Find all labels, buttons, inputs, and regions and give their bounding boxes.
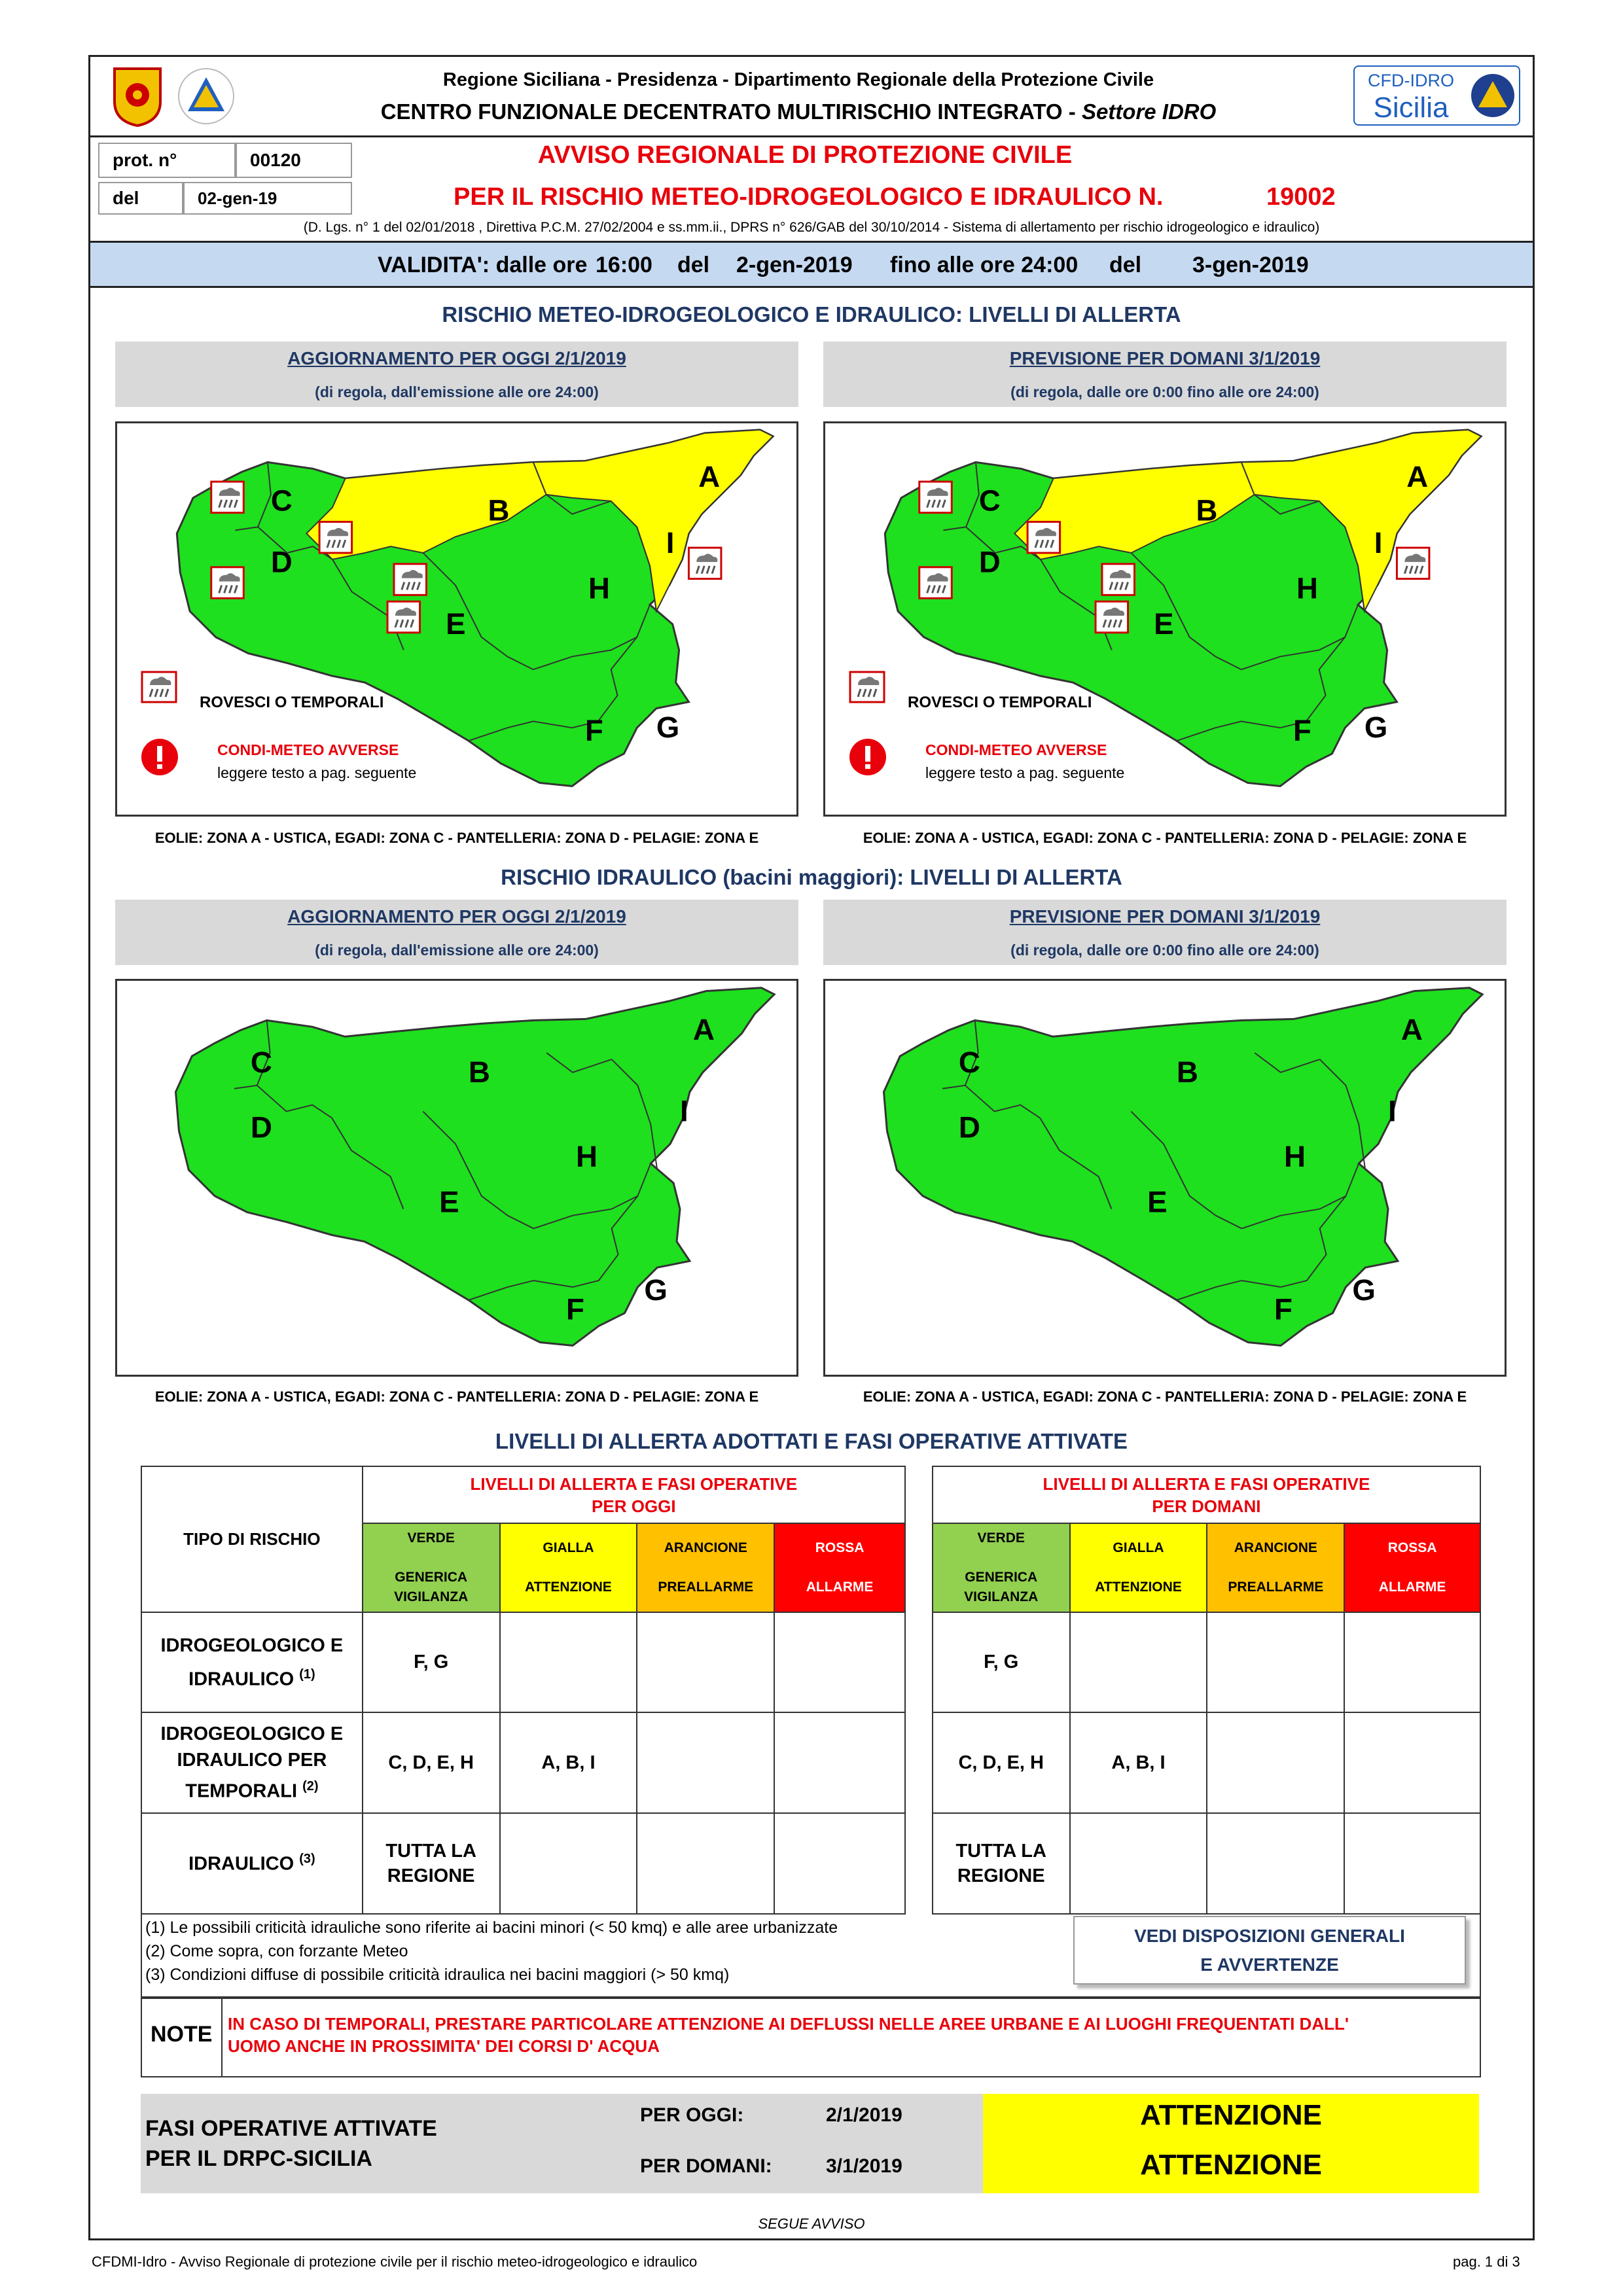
zone-label-E: E [1147, 1185, 1168, 1219]
level-arancione: ARANCIONE PREALLARME [1207, 1523, 1344, 1612]
section1-tomorrow-header: PREVISIONE PER DOMANI 3/1/2019 (di regola, dalle ore 0:00 fino alle ore 24:00) [823, 342, 1507, 407]
level-rossa: ROSSA ALLARME [1344, 1523, 1480, 1612]
sicily-island [177, 430, 773, 786]
cell [1344, 1712, 1480, 1813]
tipo-header: TIPO DI RISCHIO [141, 1466, 363, 1612]
validity-to-date: 3-gen-2019 [1192, 253, 1309, 277]
validity-from-date: 2-gen-2019 [736, 253, 853, 277]
table-row [141, 1813, 1480, 1914]
zone-label-G: G [656, 711, 680, 745]
zone-label-C: C [978, 484, 1001, 518]
fasi-domani-label: PER DOMANI: [640, 2155, 772, 2177]
footer-left: CFDMI-Idro - Avviso Regionale di protezione civile per il rischio meteo-idrogeologico e idraulico [92, 2253, 698, 2270]
prot-value: 00120 [236, 143, 352, 178]
storm-icon [211, 567, 244, 599]
sicily-island [885, 430, 1481, 786]
sicily-map-svg [117, 981, 796, 1375]
validity-from-time: 16:00 [596, 253, 652, 277]
oggi-header: LIVELLI DI ALLERTA E FASI OPERATIVE PER OGGI [363, 1466, 905, 1523]
zone-label-G: G [1352, 1273, 1376, 1307]
section2-today-caption: EOLIE: ZONA A - USTICA, EGADI: ZONA C - PANTELLERIA: ZONA D - PELAGIE: ZONA E [154, 1388, 759, 1405]
validity-del2: del [1109, 253, 1142, 277]
table-row [141, 1712, 1480, 1813]
warning-legend-title: CONDI-METEO AVVERSE [217, 741, 399, 758]
fasi-domani-date: 3/1/2019 [826, 2155, 902, 2177]
zone-label-D: D [958, 1110, 980, 1144]
storm-icon [319, 521, 352, 553]
zone-label-A: A [1400, 1013, 1423, 1047]
section2-tomorrow-header: PREVISIONE PER DOMANI 3/1/2019 (di regola, dalle ore 0:00 fino alle ore 24:00) [823, 900, 1507, 965]
zone-label-H: H [1283, 1140, 1306, 1174]
storm-legend-icon [141, 671, 177, 707]
sicily-island [883, 988, 1482, 1346]
cell [637, 1612, 774, 1713]
del-value: 02-gen-19 [183, 182, 352, 215]
cell [500, 1813, 637, 1914]
zone-label-H: H [1296, 571, 1318, 605]
zone-label-A: A [692, 1013, 715, 1047]
fasi-domani-status: ATTENZIONE [1140, 2149, 1322, 2181]
row-name: IDROGEOLOGICO E IDRAULICO $^{(1)}$ [141, 1612, 363, 1713]
cell [1070, 1612, 1207, 1713]
divider [88, 135, 1535, 137]
level-gialla: GIALLA ATTENZIONE [500, 1523, 637, 1612]
note-text: IN CASO DI TEMPORALI, PRESTARE PARTICOLARE ATTENZIONE AI DEFLUSSI NELLE AREE URBANE E AI LUOGHI FREQUENTATI DALL' UOMO ANCHE IN PROSSIMITA' DEI CORSI D' ACQUA [228, 2014, 1349, 2056]
zone-label-B: B [488, 493, 510, 527]
level-verde: VERDE GENERICA VIGILANZA [933, 1523, 1070, 1612]
cell: F, G [363, 1612, 500, 1713]
zone-label-I: I [680, 1094, 688, 1128]
zone-label-F: F [585, 714, 603, 748]
warning-legend-title: CONDI-METEO AVVERSE [925, 741, 1107, 758]
fasi-oggi-label: PER OGGI: [640, 2104, 744, 2126]
zone-label-E: E [446, 607, 466, 641]
zone-label-E: E [1154, 607, 1174, 641]
sicily-map-svg [825, 981, 1505, 1375]
cell [637, 1712, 774, 1813]
zone-label-D: D [978, 545, 1001, 579]
zone-label-F: F [1293, 714, 1311, 748]
zone-label-H: H [575, 1140, 597, 1174]
storm-icon [387, 601, 420, 633]
header-line1: Regione Siciliana - Presidenza - Dipartimento Regionale della Protezione Civile [442, 69, 1154, 90]
cell [774, 1712, 905, 1813]
cell: TUTTA LA REGIONE [933, 1813, 1070, 1914]
warning-legend-sub: leggere testo a pag. seguente [217, 764, 417, 781]
zone-label-I: I [1374, 526, 1383, 560]
section1-today-caption: EOLIE: ZONA A - USTICA, EGADI: ZONA C - PANTELLERIA: ZONA D - PELAGIE: ZONA E [154, 830, 759, 846]
section2-today-header: AGGIORNAMENTO PER OGGI 2/1/2019 (di regola, dall'emissione alle ore 24:00) [115, 900, 798, 965]
alert-levels-table [141, 1466, 1481, 1915]
title2: PER IL RISCHIO METEO-IDROGEOLOGICO E IDRAULICO N. [454, 183, 1164, 211]
section1-today-header: AGGIORNAMENTO PER OGGI 2/1/2019 (di regola, dall'emissione alle ore 24:00) [115, 342, 798, 407]
zone-label-C: C [958, 1045, 980, 1079]
storm-icon [688, 548, 721, 579]
footer-page: pag. 1 di 3 [1453, 2253, 1520, 2270]
island-outline [175, 988, 774, 1346]
zone-label-B: B [1196, 493, 1218, 527]
storm-icon [1102, 564, 1135, 595]
segue-avviso: SEGUE AVVISO [758, 2216, 865, 2232]
footnotes: (1) Le possibili criticità idrauliche sono riferite ai bacini minori (< 50 kmq) e alle aree urbanizzate (2) Come sopra, con forzante Meteo (3) Condizioni diffuse di possibile criticità idraulica nei bacini maggiori (> 50 kmq) [145, 1918, 838, 1984]
storm-icon [919, 482, 952, 513]
island-outline [883, 988, 1482, 1346]
fasi-label: FASI OPERATIVE ATTIVATE PER IL DRPC-SICILIA [145, 2116, 437, 2171]
cell [500, 1612, 637, 1713]
cell [774, 1813, 905, 1914]
section1-title: RISCHIO METEO-IDROGEOLOGICO E IDRAULICO: LIVELLI DI ALLERTA [442, 302, 1181, 327]
map-hydraulic-today [115, 979, 798, 1377]
cell [1070, 1813, 1207, 1914]
del-label: del [98, 182, 183, 215]
zone-label-D: D [270, 545, 293, 579]
level-rossa: ROSSA ALLARME [774, 1523, 905, 1612]
divider [221, 1998, 223, 2077]
warning-icon [849, 738, 887, 779]
map-hydraulic-tomorrow [823, 979, 1507, 1377]
storm-legend-label: ROVESCI O TEMPORALI [200, 694, 384, 711]
storm-icon [1027, 521, 1060, 553]
warning-legend-sub: leggere testo a pag. seguente [925, 764, 1125, 781]
title1: AVVISO REGIONALE DI PROTEZIONE CIVILE [537, 141, 1073, 169]
protezione-civile-logo [175, 65, 238, 128]
zone-label-B: B [1176, 1055, 1198, 1089]
storm-icon [1096, 601, 1128, 633]
row-name: IDROGEOLOGICO E IDRAULICO PER TEMPORALI $^{(2)}$ [141, 1712, 363, 1813]
sicily-coat-of-arms-logo [111, 65, 164, 128]
zone-label-C: C [270, 484, 293, 518]
storm-icon [211, 482, 244, 513]
zone-label-F: F [566, 1292, 584, 1326]
zone-label-A: A [1406, 460, 1429, 494]
level-gialla: GIALLA ATTENZIONE [1070, 1523, 1207, 1612]
zone-label-E: E [439, 1185, 459, 1219]
prot-label: prot. n° [98, 143, 236, 178]
sicily-island [175, 988, 774, 1346]
fasi-oggi-date: 2/1/2019 [826, 2104, 902, 2126]
cell: A, B, I [1070, 1712, 1207, 1813]
section2-title: RISCHIO IDRAULICO (bacini maggiori): LIVELLI DI ALLERTA [501, 865, 1122, 889]
table-row [141, 1612, 1480, 1713]
storm-icon [394, 564, 427, 595]
section2-tomorrow-caption: EOLIE: ZONA A - USTICA, EGADI: ZONA C - PANTELLERIA: ZONA D - PELAGIE: ZONA E [863, 1388, 1467, 1405]
storm-icon [919, 567, 952, 599]
zone-label-I: I [666, 526, 675, 560]
legal-reference: (D. Lgs. n° 1 del 02/01/2018 , Direttiva P.C.M. 27/02/2004 e ss.mm.ii., DPRS n° 626/GAB del 30/10/2014 - Sistema di allertamento per rischio idrogeologico e idraulico) [303, 220, 1320, 235]
cell: TUTTA LA REGIONE [363, 1813, 500, 1914]
zone-label-B: B [468, 1055, 490, 1089]
domani-header: LIVELLI DI ALLERTA E FASI OPERATIVE PER DOMANI [933, 1466, 1480, 1523]
table-gap [905, 1466, 933, 1914]
storm-icon [1397, 548, 1429, 579]
cell: F, G [933, 1612, 1070, 1713]
cell [1344, 1612, 1480, 1713]
storm-legend-icon [849, 671, 885, 707]
warning-icon [141, 738, 179, 779]
fasi-oggi-status: ATTENZIONE [1140, 2099, 1322, 2131]
zone-label-F: F [1274, 1292, 1293, 1326]
cell [637, 1813, 774, 1914]
section3-title: LIVELLI DI ALLERTA ADOTTATI E FASI OPERATIVE ATTIVATE [495, 1429, 1128, 1453]
cell: C, D, E, H [363, 1712, 500, 1813]
cfd-idro-logo: CFD-IDRO Sicilia [1353, 65, 1520, 126]
level-arancione: ARANCIONE PREALLARME [637, 1523, 774, 1612]
zone-label-D: D [250, 1110, 272, 1144]
general-provisions-button[interactable]: VEDI DISPOSIZIONI GENERALI E AVVERTENZE [1073, 1916, 1466, 1985]
level-verde: VERDE GENERICA VIGILANZA [363, 1523, 500, 1612]
zone-label-G: G [1364, 711, 1388, 745]
cell [1207, 1813, 1344, 1914]
header-line2: CENTRO FUNZIONALE DECENTRATO MULTIRISCHIO INTEGRATO - Settore IDRO [380, 99, 1217, 124]
section1-tomorrow-caption: EOLIE: ZONA A - USTICA, EGADI: ZONA C - PANTELLERIA: ZONA D - PELAGIE: ZONA E [863, 830, 1467, 846]
zone-label-A: A [698, 460, 721, 494]
cell: A, B, I [500, 1712, 637, 1813]
zone-label-H: H [588, 571, 610, 605]
note-label: NOTE [151, 2022, 213, 2047]
cell [1344, 1813, 1480, 1914]
storm-legend-label: ROVESCI O TEMPORALI [908, 694, 1092, 711]
row-name: IDRAULICO $^{(3)}$ [141, 1813, 363, 1914]
validity-del1: del [677, 253, 710, 277]
validity-label: VALIDITA': dalle ore [378, 253, 588, 277]
zone-label-G: G [644, 1273, 668, 1307]
zone-label-I: I [1388, 1094, 1397, 1128]
validity-until: fino alle ore 24:00 [890, 253, 1079, 277]
cell [774, 1612, 905, 1713]
zone-label-C: C [250, 1045, 272, 1079]
cell [1207, 1712, 1344, 1813]
cell [1207, 1612, 1344, 1713]
bulletin-number: 19002 [1266, 183, 1336, 211]
cell: C, D, E, H [933, 1712, 1070, 1813]
